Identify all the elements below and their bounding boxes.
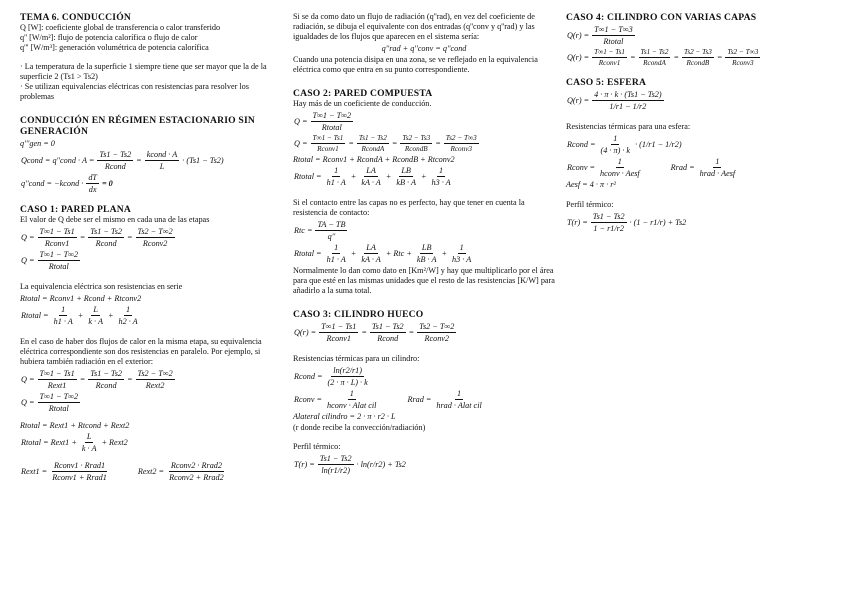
equation-gen: q'''gen = 0	[20, 139, 55, 148]
case3-equation-3: Rconv = 1 hconv · Alat cil Rrad = 1 hrad · Alat cil	[294, 389, 482, 410]
case2-title: CASO 2: PARED COMPUESTA	[293, 88, 433, 99]
case5-profile-title: Perfil térmico:	[566, 200, 614, 209]
parallel-text: En el caso de haber dos flujos de calor en la misma etapa, su equivalencia eléctrica correspondiente son dos resistencias en paralelo. Por ejemplo, si hubiera también radiación en el exterior:	[20, 337, 262, 366]
case3-resistances-text: Resistencias térmicas para un cilindro:	[293, 354, 420, 363]
series-text: La equivalencia eléctrica son resistencias en serie	[20, 282, 183, 291]
note-temperature: · La temperatura de la superficie 1 siempre tiene que ser mayor que la de la superficie 2 (Ts1 > Ts2)	[20, 62, 267, 81]
case5-equation-4: Aesf = 4 · π · r²	[566, 180, 616, 189]
column-right	[566, 12, 836, 235]
case1-equation-2: Q = T∞1 − T∞2 Rtotal	[21, 250, 79, 271]
case2-text: Hay más de un coeficiente de conducción.	[293, 99, 432, 108]
contact-text-2: Normalmente lo dan como dato en [Km²/W] y hay que multiplicarlo por el área para que esté en las mismas unidades que el resto de las resistencias [K/W] para añadirlo a la suma total.	[293, 266, 555, 295]
radiation-text: Si se da como dato un flujo de radiación (q''rad), en vez del coeficiente de radiación, se dibuja el equivalente con dos entradas (q''conv y q''rad) y las igualdades de los flujos que aparecen en el sistema sería:	[293, 12, 535, 41]
radiation-text-2: Cuando una potencia disipa en una zona, se ve reflejado en la equivalencia eléctrica como que entra en su punto correspondiente.	[293, 55, 538, 74]
column-left	[20, 12, 282, 484]
note-equivalence: · Se utilizan equivalencias eléctricas con resistencias para resolver los problemas	[20, 82, 249, 101]
case2-equation-2: Q = T∞1 − Ts1 Rconv1 = Ts1 − Ts2 RcondA = Ts2 − Ts3 RcondB = Ts2 − T∞3 Rconv3	[294, 134, 477, 153]
section-steady-title: CONDUCCIÓN EN RÉGIMEN ESTACIONARIO SIN GENERACIÓN	[20, 115, 256, 137]
series-equation-2: Rtotal = $\frac{1}{h1 \cdot A}$ + $\frac{L}{k \cdot A}$ + $\frac{1}{h2 \cdot A}$	[21, 305, 138, 326]
topic-title: TEMA 6. CONDUCCIÓN	[20, 12, 131, 23]
series-equation-1: Rtotal = Rconv1 + Rcond + Rtconv2	[20, 294, 142, 303]
equation-qcond: Qcond = q''cond · A = Ts1 − Ts2 Rcond = kcond · A L · (Ts1 − Ts2)	[21, 150, 224, 171]
case3-equation-5: T(r) = $\frac{Ts1 - Ts2}{\ln(r1/r2)}$ · ln(r/r2) + Ts2	[294, 454, 406, 475]
case5-title: CASO 5: ESFERA	[566, 77, 647, 88]
case5-equation-3: Rconv = 1 hconv · Aesf Rrad = 1 hrad · Aesf	[567, 157, 736, 178]
case2-equation-4: Rtotal = $\frac{1}{h1 \cdot A}$ + $\frac{LA}{kA \cdot A}$ + $\frac{LB}{kB \cdot A}$ + $\frac{1}{h3 \cdot A}$	[294, 166, 451, 187]
case3-equation-4: Alateral cilindro = 2 · π · r2 · L	[293, 412, 396, 421]
parallel-equation-4: Rtotal = Rext1 + $\frac{L}{k \cdot A}$ + Rext2	[21, 432, 128, 453]
case3-equation-1: Q(r) = T∞1 − Ts1 Rconv1 = Ts1 − Ts2 Rcond = Ts2 − T∞2 Rconv2	[294, 322, 455, 343]
definition-q-gen: q''' [W/m³]: generación volumétrica de potencia calorífica	[20, 43, 209, 52]
definition-q-flux: q'' [W/m²]: flujo de potencia calorífica o flujo de calor	[20, 33, 198, 42]
case1-text: El valor de Q debe ser el mismo en cada una de las etapas	[20, 215, 210, 224]
parallel-equation-5: Rext1 = Rconv1 · Rrad1 Rconv1 + Rrad1 Rext2 = Rconv2 · Rrad2 Rconv2 + Rrad2	[21, 461, 224, 482]
parallel-equation-2: Q = T∞1 − T∞2 Rtotal	[21, 392, 79, 413]
case3-profile-title: Perfil térmico:	[293, 442, 341, 451]
column-middle	[293, 12, 555, 477]
case4-equation-2: Q(r) = T∞1 − Ts1 Rconv1 = Ts1 − Ts2 RcondA = Ts2 − Ts3 RcondB = Ts2 − T∞3 Rconv3	[567, 48, 759, 67]
parallel-equation-1: Q = T∞1 − Ts1 Rext1 = Ts1 − Ts2 Rcond = Ts2 − T∞2 Rext2	[21, 369, 173, 390]
definition-Q: Q [W]: coeficiente global de transferencia o calor transferido	[20, 23, 221, 32]
case4-title: CASO 4: CILINDRO CON VARIAS CAPAS	[566, 12, 757, 23]
contact-equation-2: Rtotal = $\frac{1}{h1 \cdot A}$ + $\frac{LA}{kA \cdot A}$ + Rtc + $\frac{LB}{kB \cdot A}$ + $\frac{1}{h3 \cdot A}$	[294, 243, 472, 264]
case4-equation-1: Q(r) = T∞1 − T∞3 Rtotal	[567, 25, 633, 46]
case3-note: (r donde recibe la convección/radiación)	[293, 423, 426, 432]
equation-fourier: q''cond = −kcond · $\frac{dT}{dx}$ = 0	[21, 173, 113, 194]
case1-title: CASO 1: PARED PLANA	[20, 204, 132, 215]
case3-equation-2: Rcond = $\frac{\ln(r2/r1)}{(2 \cdot \pi \cdot L) \cdot k}$	[294, 366, 368, 387]
case5-equation-1: Q(r) = $\frac{4 \cdot \pi \cdot k \cdot (Ts1 - Ts2)}{1/r1 - 1/r2}$	[567, 90, 662, 111]
case3-title: CASO 3: CILINDRO HUECO	[293, 309, 424, 320]
case1-equation-1: Q = T∞1 − Ts1 Rconv1 = Ts1 − Ts2 Rcond = Ts2 − T∞2 Rconv2	[21, 227, 173, 248]
case5-resistances-text: Resistencias térmicas para una esfera:	[566, 122, 691, 131]
case2-equation-3: Rtotal = Rconv1 + RcondA + RcondB + Rtconv2	[293, 155, 455, 164]
case5-equation-2: Rcond = $\frac{1}{(4 \cdot \pi) \cdot k}$ · (1/r1 − 1/r2)	[567, 134, 682, 155]
contact-equation-1: Rtc = $\frac{TA - TB}{q''}$	[294, 220, 346, 241]
parallel-equation-3: Rtotal = Rext1 + Rtcond + Rext2	[20, 421, 130, 430]
radiation-equation: q''rad + q''conv = q''cond	[381, 44, 467, 53]
case5-equation-5: T(r) = $\frac{Ts1 - Ts2}{1 - r1/r2}$ · (1 − r1/r) + Ts2	[567, 212, 687, 233]
contact-text: Si el contacto entre las capas no es perfecto, hay que tener en cuenta la resistencia de contacto:	[293, 198, 525, 217]
case2-equation-1: Q = T∞1 − T∞2 Rtotal	[294, 111, 352, 132]
